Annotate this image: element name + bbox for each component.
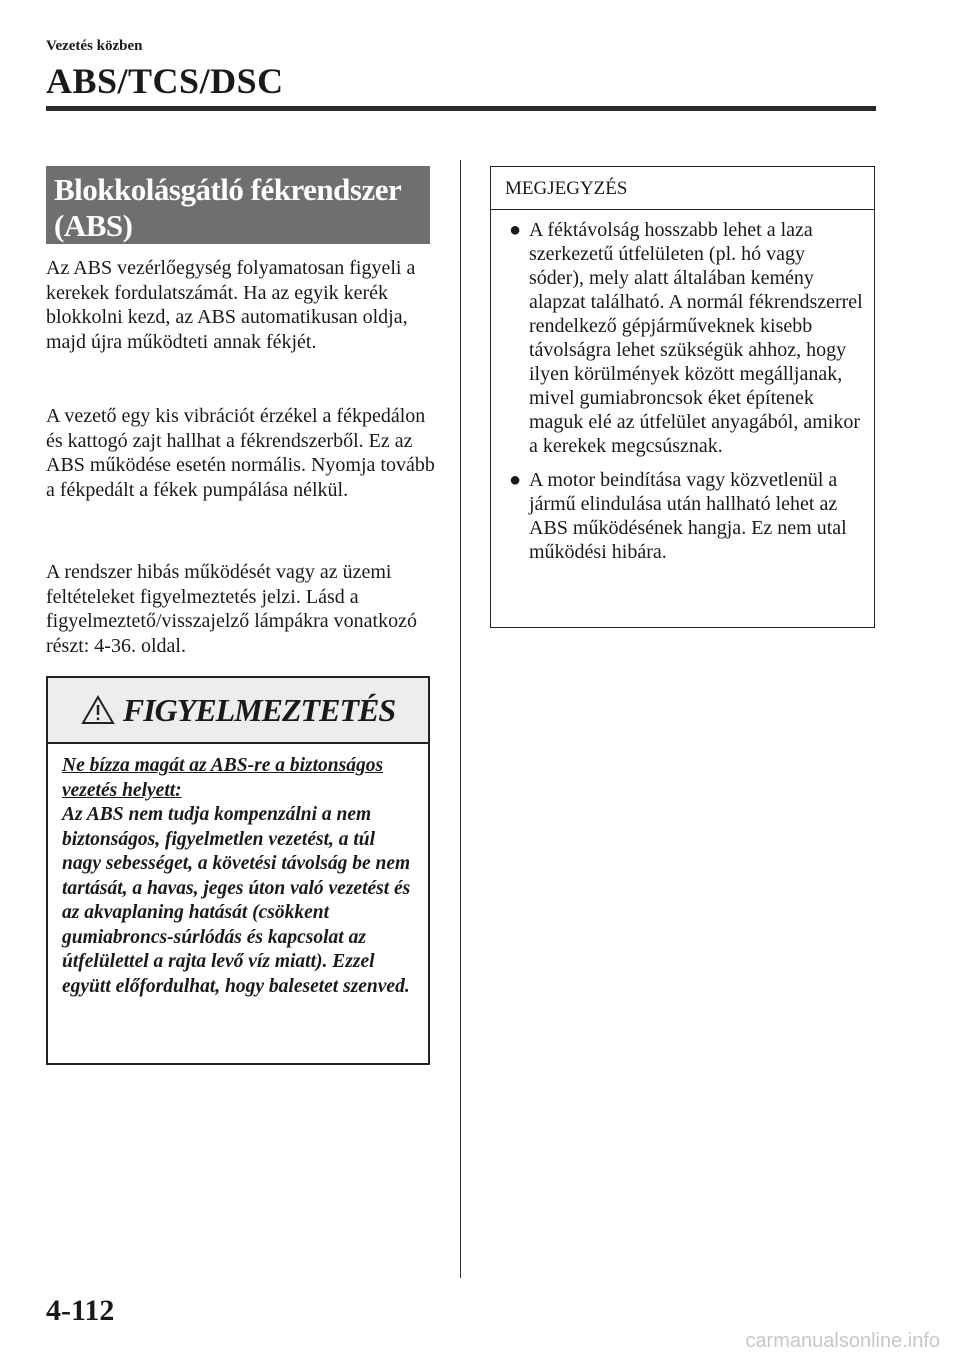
paragraph-abs-control: Az ABS vezérlőegység folyamatosan figyeli a kerekek fordulatszámát. Ha az egyik kerék blokkolni kezd, az ABS automatikusan oldja, majd újra működteti annak fékjét. bbox=[46, 257, 416, 353]
section-label: Vezetés közben bbox=[46, 38, 143, 54]
warning-header bbox=[48, 678, 428, 744]
warning-title: FIGYELMEZTETÉS bbox=[122, 691, 396, 728]
warning-body bbox=[48, 744, 428, 1009]
header-rule bbox=[46, 106, 876, 111]
note-box bbox=[490, 166, 875, 628]
section-heading-line2: (ABS) bbox=[54, 208, 133, 243]
note-item bbox=[501, 218, 864, 458]
warning-box bbox=[46, 676, 430, 1065]
note-item-text: A féktávolság hosszabb lehet a laza szerkezetű útfelületen (pl. hó vagy sóder), mely alatt általában kemény alapzat található. A normál fékrendszerrel rendelkező gépjárműveknek kisebb távolságra lehet szükségük ahhoz, hogy ilyen körülmények között megálljanak, mivel gumiabroncsok éket építenek maguk elé az útfelület anyagából, amikor a kerekek megcsúsznak. bbox=[529, 219, 863, 457]
note-list bbox=[491, 210, 874, 564]
note-item bbox=[501, 468, 864, 564]
note-item-text: A motor beindítása vagy közvetlenül a jármű elindulása után hallható lehet az ABS működésének hangja. Ez nem utal működési hibára. bbox=[529, 469, 847, 563]
warning-text: Az ABS nem tudja kompenzálni a nem biztonságos, figyelmetlen vezetést, a túl nagy sebességet, a követési távolság be nem tartását, a havas, jeges úton való vezetést és az akvaplaning hatását (csökkent gumiabroncs-súrlódás és kapcsolat az útfelülettel a rajta levő víz miatt). Ezzel együtt előfordulhat, hogy balesetet szenved. bbox=[62, 804, 411, 997]
section-heading bbox=[46, 166, 430, 244]
section-heading-line1: Blokkolásgátló fékrendszer bbox=[54, 172, 402, 207]
bullet-icon: ● bbox=[508, 219, 522, 241]
watermark: carmanualsonline.info bbox=[745, 1330, 940, 1352]
page-number: 4-112 bbox=[46, 1294, 115, 1327]
warning-underlined-text: Ne bízza magát az ABS-re a biztonságos vezetés helyett: bbox=[62, 755, 384, 801]
bullet-icon: ● bbox=[508, 469, 522, 491]
note-title: MEGJEGYZÉS bbox=[491, 167, 874, 210]
column-divider bbox=[460, 160, 461, 1278]
paragraph-malfunction: A rendszer hibás működését vagy az üzemi feltételeket figyelmeztetés jelzi. Lásd a figyelmeztető/visszajelző lámpákra vonatkozó részt: 4-36. oldal. bbox=[46, 561, 417, 657]
paragraph-vibration: A vezető egy kis vibrációt érzékel a fékpedálon és kattogó zajt hallhat a fékrendszerből. Ez az ABS működése esetén normális. Nyomja tovább a fékpedált a fékek pumpálása nélkül. bbox=[46, 405, 435, 501]
chapter-title: ABS/TCS/DSC bbox=[46, 61, 284, 101]
warning-triangle-icon bbox=[81, 695, 115, 725]
